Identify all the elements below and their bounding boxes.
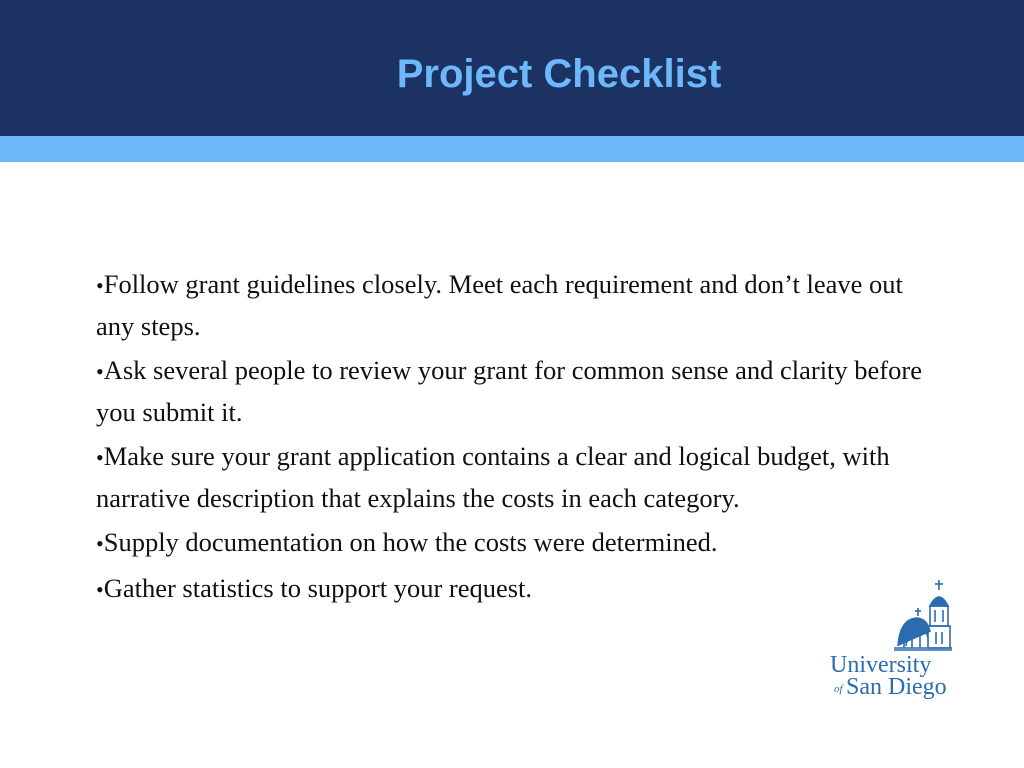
university-logo <box>826 576 956 700</box>
bullet-item <box>96 436 946 518</box>
bullet-mark: • <box>96 531 104 556</box>
logo-san-diego-text: San Diego <box>846 674 947 700</box>
bullet-text: Make sure your grant application contains a clear and logical budget, with narrative description that explains the costs in each category. <box>96 441 890 513</box>
bullet-text: Gather statistics to support your request. <box>103 573 533 603</box>
logo-university-text: University <box>830 652 932 678</box>
logo-of-text: of <box>834 683 843 695</box>
bullet-text: Ask several people to review your grant for common sense and clarity before you submit it. <box>96 355 922 427</box>
bullet-text: Follow grant guidelines closely. Meet each requirement and don’t leave out any steps. <box>96 269 903 341</box>
bullet-item <box>96 522 946 564</box>
bullet-mark: • <box>96 577 104 602</box>
accent-band <box>0 136 1024 162</box>
slide-title: Project Checklist <box>396 52 722 96</box>
bullet-mark: • <box>96 445 104 470</box>
bullet-item <box>96 264 946 346</box>
bullet-list <box>96 264 946 614</box>
bullet-mark: • <box>96 359 104 384</box>
bullet-item <box>96 350 946 432</box>
bullet-mark: • <box>96 273 104 298</box>
usd-chapel-icon <box>894 580 952 650</box>
bullet-item <box>96 568 946 610</box>
bullet-text: Supply documentation on how the costs were determined. <box>103 527 718 557</box>
